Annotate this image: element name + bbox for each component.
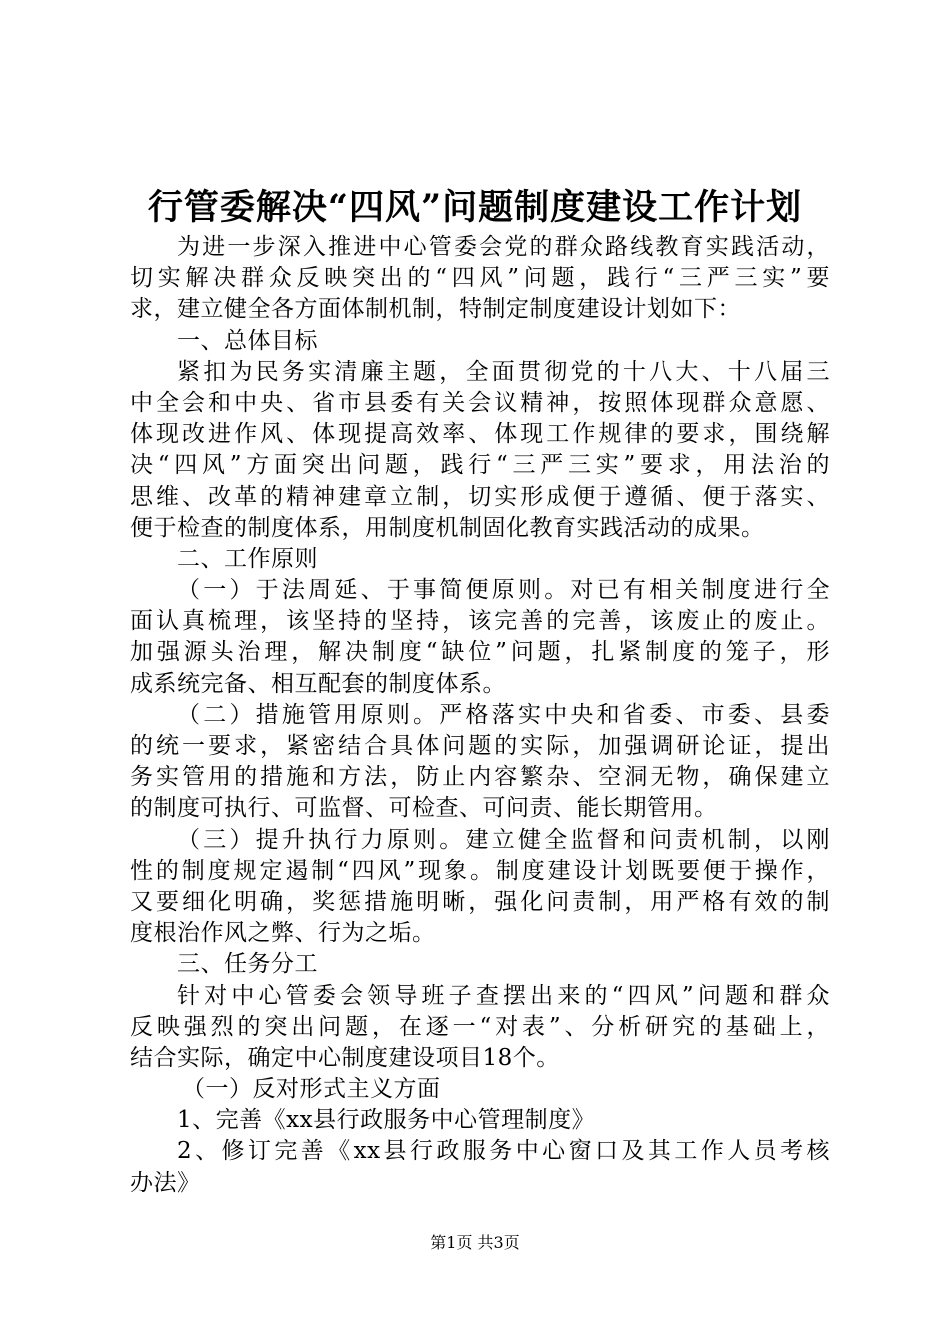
paragraph-line: 决“四风”方面突出问题，践行“三严三实”要求，用法治的 — [130, 452, 830, 479]
paragraph-line: 又要细化明确，奖惩措施明晰，强化问责制，用严格有效的制 — [130, 888, 830, 915]
list-item: 1、完善《xx县行政服务中心管理制度》 — [177, 1107, 596, 1134]
paragraph-line: 体现改进作风、体现提高效率、体现工作规律的要求，围绕解 — [130, 421, 830, 448]
document-title: 行管委解决“四风”问题制度建设工作计划 — [147, 187, 803, 228]
section-heading: 一、总体目标 — [177, 327, 318, 354]
page-footer: 第1页 共3页 — [430, 1233, 520, 1252]
paragraph-line: 的制度可执行、可监督、可检查、可问责、能长期管用。 — [130, 795, 718, 822]
paragraph-line: 加强源头治理，解决制度“缺位”问题，扎紧制度的笼子，形 — [130, 639, 830, 666]
paragraph-line: 便于检查的制度体系，用制度机制固化教育实践活动的成果。 — [130, 514, 765, 541]
document-body — [130, 232, 830, 1199]
section-heading: 三、任务分工 — [177, 951, 318, 978]
paragraph-line: 成系统完备、相互配套的制度体系。 — [130, 670, 506, 697]
paragraph-line: 性的制度规定遏制“四风”现象。制度建设计划既要便于操作， — [130, 857, 830, 884]
list-item: 2、修订完善《xx县行政服务中心窗口及其工作人员考核 — [177, 1138, 830, 1165]
paragraph-line: 结合实际，确定中心制度建设项目18个。 — [130, 1044, 560, 1071]
paragraph-line: 反映强烈的突出问题，在逐一“对表”、分析研究的基础上， — [130, 1013, 830, 1040]
subsection-heading: （一）反对形式主义方面 — [182, 1076, 441, 1103]
paragraph-line: （一）于法周延、于事简便原则。对已有相关制度进行全 — [177, 577, 830, 604]
paragraph-line: 切实解决群众反映突出的“四风”问题，践行“三严三实”要 — [130, 265, 830, 292]
paragraph-line: 为进一步深入推进中心管委会党的群众路线教育实践活动， — [177, 234, 830, 260]
paragraph-line: 思维、改革的精神建章立制，切实形成便于遵循、便于落实、 — [130, 483, 830, 510]
section-heading: 二、工作原则 — [177, 545, 318, 572]
paragraph-line: 求，建立健全各方面体制机制，特制定制度建设计划如下： — [130, 296, 741, 323]
paragraph-line: 务实管用的措施和方法，防止内容繁杂、空洞无物，确保建立 — [130, 764, 830, 791]
paragraph-line: 中全会和中央、省市县委有关会议精神，按照体现群众意愿、 — [130, 389, 830, 416]
list-item-continuation: 办法》 — [130, 1169, 201, 1196]
paragraph-line: （二）措施管用原则。严格落实中央和省委、市委、县委 — [177, 701, 830, 728]
paragraph-line: 度根治作风之弊、行为之垢。 — [130, 920, 436, 947]
paragraph-line: 的统一要求，紧密结合具体问题的实际，加强调研论证，提出 — [130, 733, 830, 759]
paragraph-line: 针对中心管委会领导班子查摆出来的“四风”问题和群众 — [177, 982, 830, 1009]
paragraph-line: 面认真梳理，该坚持的坚持，该完善的完善，该废止的废止。 — [130, 608, 830, 635]
paragraph-line: 紧扣为民务实清廉主题，全面贯彻党的十八大、十八届三 — [177, 358, 830, 385]
paragraph-line: （三）提升执行力原则。建立健全监督和问责机制，以刚 — [177, 826, 830, 853]
